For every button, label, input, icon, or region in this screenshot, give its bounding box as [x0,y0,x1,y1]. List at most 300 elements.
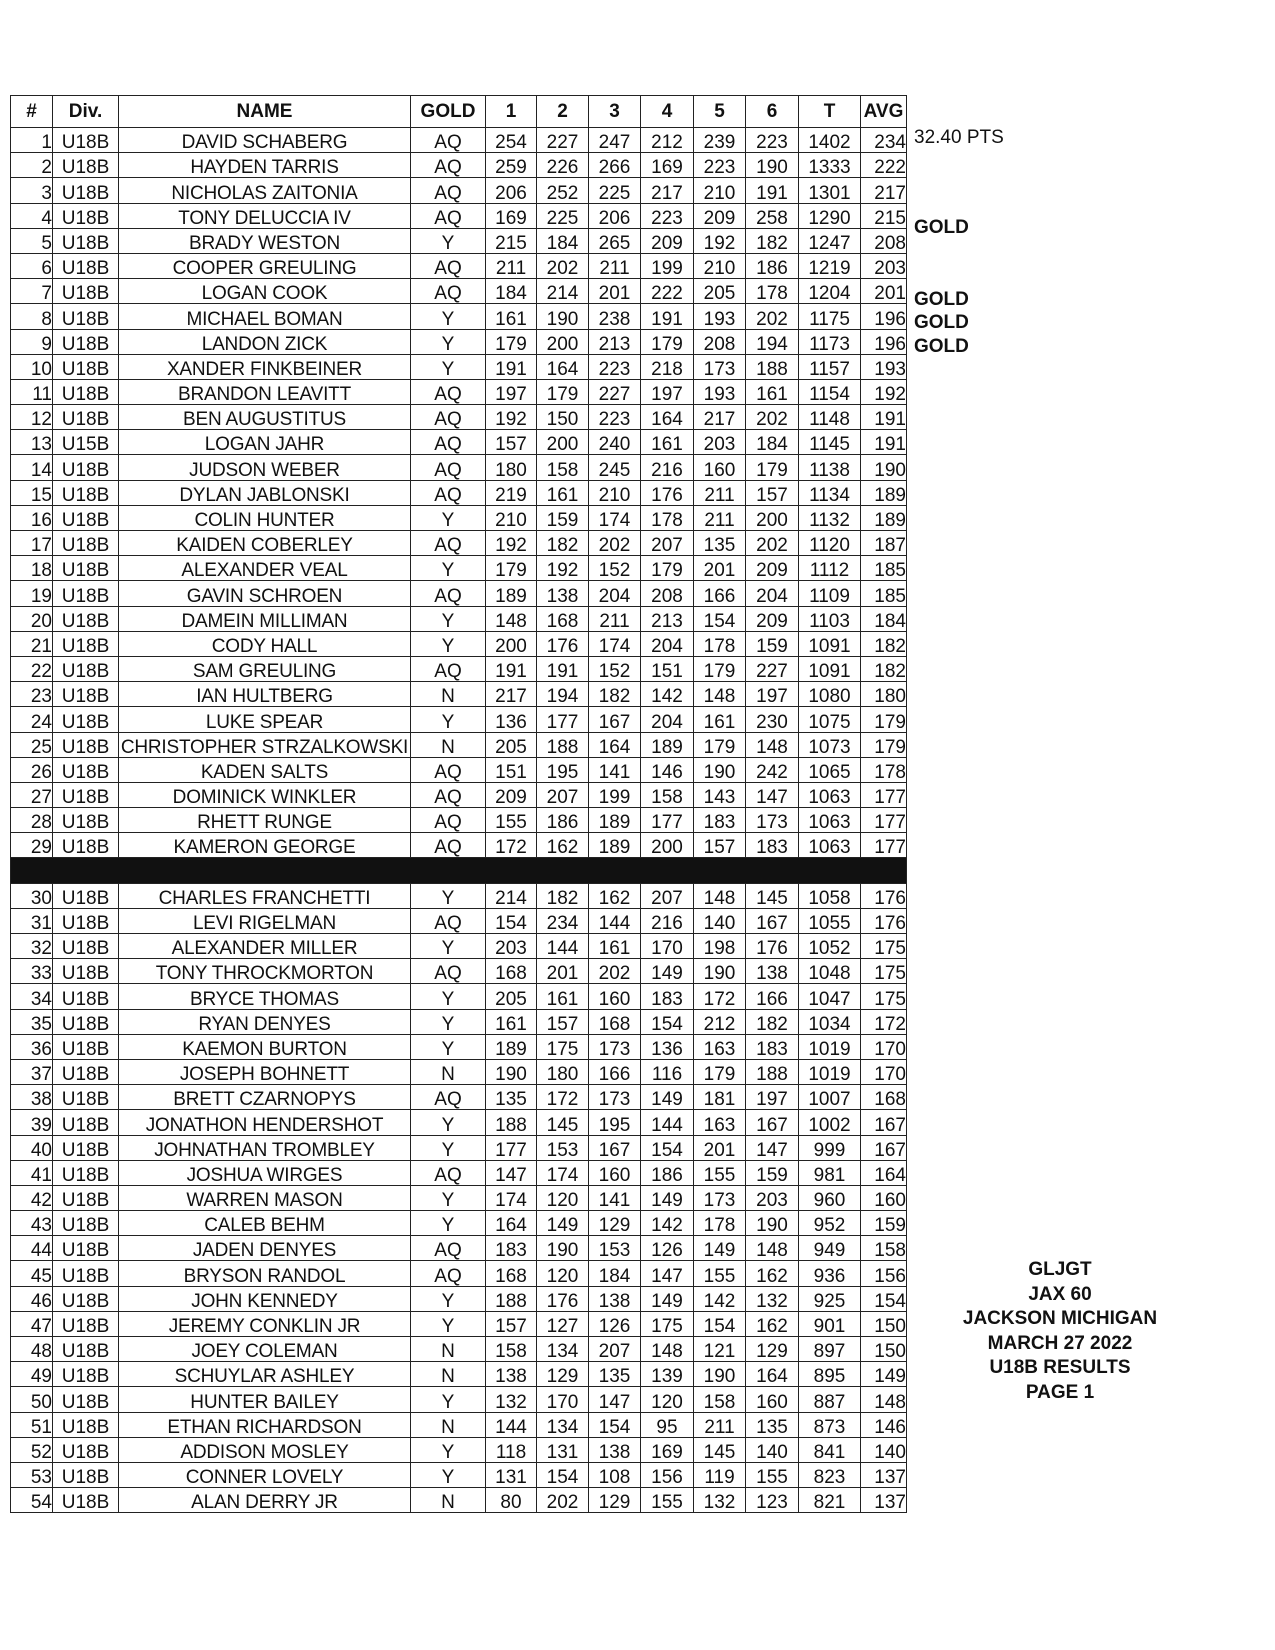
average-cell: 137 [861,1488,907,1513]
game-3-cell: 184 [589,1261,641,1286]
game-2-cell: 252 [537,178,589,203]
game-4-cell: 212 [641,128,694,153]
gold-cell: AQ [411,1261,486,1286]
gold-cell: Y [411,1286,486,1311]
gold-cell: Y [411,1110,486,1135]
name-cell: XANDER FINKBEINER [119,354,411,379]
average-cell: 187 [861,531,907,556]
average-cell: 191 [861,430,907,455]
average-cell: 150 [861,1311,907,1336]
total-cell: 1138 [799,455,861,480]
game-2-cell: 207 [537,782,589,807]
game-4-cell: 149 [641,1286,694,1311]
average-cell: 158 [861,1236,907,1261]
gold-cell: AQ [411,379,486,404]
division-cell: U18B [53,1337,119,1362]
name-cell: BRANDON LEAVITT [119,379,411,404]
division-cell: U18B [53,279,119,304]
name-cell: CALEB BEHM [119,1211,411,1236]
game-4-cell: 176 [641,480,694,505]
average-cell: 164 [861,1160,907,1185]
name-cell: CODY HALL [119,631,411,656]
gold-cell: Y [411,556,486,581]
division-cell: U18B [53,455,119,480]
game-4-cell: 191 [641,304,694,329]
game-4-cell: 197 [641,379,694,404]
game-5-cell: 190 [694,1362,746,1387]
average-cell: 167 [861,1135,907,1160]
game-5-cell: 154 [694,606,746,631]
game-6-cell: 157 [746,480,799,505]
name-cell: COLIN HUNTER [119,505,411,530]
average-cell: 179 [861,707,907,732]
game-5-cell: 223 [694,153,746,178]
division-cell: U18B [53,304,119,329]
gold-cell: N [411,682,486,707]
game-1-cell: 118 [486,1437,537,1462]
table-row [11,1059,907,1084]
table-row [11,1085,907,1110]
game-4-cell: 149 [641,959,694,984]
game-5-cell: 154 [694,1311,746,1336]
game-2-cell: 182 [537,531,589,556]
game-6-cell: 178 [746,279,799,304]
col-division-header: Div. [53,96,119,128]
rank-cell: 4 [11,203,53,228]
game-2-cell: 202 [537,1488,589,1513]
name-cell: DAVID SCHABERG [119,128,411,153]
col-gold-header: GOLD [411,96,486,128]
division-cell: U18B [53,203,119,228]
table-row [11,253,907,278]
col-game-5-header: 5 [694,96,746,128]
rank-cell: 42 [11,1185,53,1210]
rank-cell: 27 [11,782,53,807]
table-row [11,1362,907,1387]
name-cell: ALAN DERRY JR [119,1488,411,1513]
game-3-cell: 174 [589,631,641,656]
game-2-cell: 164 [537,354,589,379]
name-cell: JONATHON HENDERSHOT [119,1110,411,1135]
game-3-cell: 126 [589,1311,641,1336]
game-5-cell: 149 [694,1236,746,1261]
gold-cell: AQ [411,253,486,278]
game-5-cell: 193 [694,379,746,404]
rank-cell: 54 [11,1488,53,1513]
game-1-cell: 183 [486,1236,537,1261]
game-4-cell: 95 [641,1412,694,1437]
table-row [11,1387,907,1412]
game-1-cell: 188 [486,1286,537,1311]
game-3-cell: 199 [589,782,641,807]
division-cell: U18B [53,531,119,556]
game-5-cell: 119 [694,1462,746,1487]
rank-cell: 34 [11,984,53,1009]
gold-cell: Y [411,1009,486,1034]
table-row [11,934,907,959]
name-cell: LUKE SPEAR [119,707,411,732]
total-cell: 1048 [799,959,861,984]
name-cell: IAN HULTBERG [119,682,411,707]
total-cell: 999 [799,1135,861,1160]
division-cell: U18B [53,959,119,984]
average-cell: 159 [861,1211,907,1236]
division-cell: U18B [53,757,119,782]
average-cell: 170 [861,1034,907,1059]
game-1-cell: 174 [486,1185,537,1210]
gold-cell: AQ [411,908,486,933]
game-2-cell: 174 [537,1160,589,1185]
game-4-cell: 189 [641,732,694,757]
division-cell: U18B [53,128,119,153]
average-cell: 156 [861,1261,907,1286]
game-5-cell: 121 [694,1337,746,1362]
average-cell: 217 [861,178,907,203]
game-1-cell: 190 [486,1059,537,1084]
rank-cell: 30 [11,883,53,908]
name-cell: BRYCE THOMAS [119,984,411,1009]
game-1-cell: 191 [486,656,537,681]
total-cell: 952 [799,1211,861,1236]
rank-cell: 18 [11,556,53,581]
average-cell: 177 [861,833,907,858]
game-2-cell: 176 [537,631,589,656]
game-6-cell: 223 [746,128,799,153]
col-average-header: AVG [861,96,907,128]
game-3-cell: 162 [589,883,641,908]
rank-cell: 22 [11,656,53,681]
game-6-cell: 148 [746,1236,799,1261]
game-1-cell: 80 [486,1488,537,1513]
game-4-cell: 209 [641,228,694,253]
game-2-cell: 170 [537,1387,589,1412]
cutline-bar [11,858,907,883]
division-cell: U18B [53,1311,119,1336]
name-cell: BRETT CZARNOPYS [119,1085,411,1110]
gold-cell: AQ [411,581,486,606]
col-name-header: NAME [119,96,411,128]
game-5-cell: 239 [694,128,746,153]
table-row [11,1311,907,1336]
name-cell: TONY DELUCCIA IV [119,203,411,228]
game-5-cell: 157 [694,833,746,858]
total-cell: 887 [799,1387,861,1412]
division-cell: U18B [53,480,119,505]
footer-page: PAGE 1 [1025,1381,1095,1403]
total-cell: 1120 [799,531,861,556]
game-5-cell: 148 [694,883,746,908]
game-4-cell: 154 [641,1135,694,1160]
average-cell: 182 [861,631,907,656]
game-6-cell: 194 [746,329,799,354]
game-3-cell: 160 [589,984,641,1009]
name-cell: LANDON ZICK [119,329,411,354]
game-1-cell: 177 [486,1135,537,1160]
average-cell: 175 [861,984,907,1009]
average-cell: 175 [861,934,907,959]
game-2-cell: 161 [537,984,589,1009]
rank-cell: 19 [11,581,53,606]
game-4-cell: 177 [641,808,694,833]
rank-cell: 7 [11,279,53,304]
game-5-cell: 155 [694,1160,746,1185]
game-1-cell: 157 [486,430,537,455]
game-3-cell: 152 [589,656,641,681]
game-6-cell: 145 [746,883,799,908]
average-cell: 185 [861,581,907,606]
name-cell: DAMEIN MILLIMAN [119,606,411,631]
division-cell: U18B [53,153,119,178]
game-3-cell: 210 [589,480,641,505]
game-4-cell: 169 [641,153,694,178]
rank-cell: 15 [11,480,53,505]
game-1-cell: 151 [486,757,537,782]
total-cell: 1055 [799,908,861,933]
table-row [11,203,907,228]
total-cell: 1109 [799,581,861,606]
name-cell: SAM GREULING [119,656,411,681]
game-2-cell: 134 [537,1412,589,1437]
gold-cell: Y [411,707,486,732]
game-4-cell: 147 [641,1261,694,1286]
game-6-cell: 147 [746,1135,799,1160]
game-4-cell: 179 [641,329,694,354]
rank-cell: 26 [11,757,53,782]
table-row [11,304,907,329]
total-cell: 1091 [799,656,861,681]
table-row [11,1337,907,1362]
game-3-cell: 211 [589,253,641,278]
rank-cell: 36 [11,1034,53,1059]
footer-location: JACKSON MICHIGAN [962,1308,1158,1329]
game-3-cell: 167 [589,1135,641,1160]
total-cell: 1065 [799,757,861,782]
game-2-cell: 225 [537,203,589,228]
gold-cell: N [411,1337,486,1362]
name-cell: JOHN KENNEDY [119,1286,411,1311]
game-3-cell: 138 [589,1286,641,1311]
rank-cell: 12 [11,405,53,430]
game-1-cell: 164 [486,1211,537,1236]
name-cell: JOSEPH BOHNETT [119,1059,411,1084]
game-3-cell: 189 [589,808,641,833]
game-2-cell: 131 [537,1437,589,1462]
game-2-cell: 202 [537,253,589,278]
rank-cell: 52 [11,1437,53,1462]
game-3-cell: 213 [589,329,641,354]
game-2-cell: 191 [537,656,589,681]
total-cell: 1157 [799,354,861,379]
game-5-cell: 178 [694,1211,746,1236]
total-cell: 897 [799,1337,861,1362]
game-1-cell: 136 [486,707,537,732]
rank-cell: 16 [11,505,53,530]
name-cell: ALEXANDER MILLER [119,934,411,959]
game-6-cell: 161 [746,379,799,404]
game-1-cell: 168 [486,959,537,984]
gold-cell: AQ [411,128,486,153]
game-2-cell: 190 [537,304,589,329]
table-row [11,556,907,581]
game-4-cell: 218 [641,354,694,379]
game-2-cell: 162 [537,833,589,858]
average-cell: 149 [861,1362,907,1387]
game-3-cell: 225 [589,178,641,203]
game-6-cell: 197 [746,1085,799,1110]
game-6-cell: 209 [746,606,799,631]
total-cell: 1145 [799,430,861,455]
gold-cell: N [411,1488,486,1513]
game-2-cell: 145 [537,1110,589,1135]
gold-cell: AQ [411,531,486,556]
game-5-cell: 135 [694,531,746,556]
game-3-cell: 168 [589,1009,641,1034]
game-2-cell: 200 [537,329,589,354]
total-cell: 823 [799,1462,861,1487]
game-6-cell: 230 [746,707,799,732]
average-cell: 208 [861,228,907,253]
game-4-cell: 175 [641,1311,694,1336]
game-3-cell: 201 [589,279,641,304]
division-cell: U18B [53,253,119,278]
game-3-cell: 223 [589,405,641,430]
game-5-cell: 210 [694,178,746,203]
game-6-cell: 173 [746,808,799,833]
game-4-cell: 223 [641,203,694,228]
table-row [11,128,907,153]
game-5-cell: 161 [694,707,746,732]
game-6-cell: 132 [746,1286,799,1311]
gold-cell: Y [411,1135,486,1160]
game-6-cell: 164 [746,1362,799,1387]
name-cell: BRYSON RANDOL [119,1261,411,1286]
game-5-cell: 212 [694,1009,746,1034]
game-2-cell: 134 [537,1337,589,1362]
game-6-cell: 155 [746,1462,799,1487]
game-1-cell: 155 [486,808,537,833]
total-cell: 1132 [799,505,861,530]
game-6-cell: 190 [746,153,799,178]
game-6-cell: 202 [746,304,799,329]
game-5-cell: 179 [694,1059,746,1084]
game-1-cell: 169 [486,203,537,228]
game-3-cell: 164 [589,732,641,757]
total-cell: 1091 [799,631,861,656]
average-cell: 201 [861,279,907,304]
rank-cell: 51 [11,1412,53,1437]
total-cell: 1148 [799,405,861,430]
name-cell: BRADY WESTON [119,228,411,253]
table-row [11,329,907,354]
footer-date: MARCH 27 2022 [987,1332,1133,1354]
game-1-cell: 188 [486,1110,537,1135]
cutline-divider [11,858,907,883]
rank-cell: 6 [11,253,53,278]
game-3-cell: 202 [589,531,641,556]
name-cell: ETHAN RICHARDSON [119,1412,411,1437]
gold-cell: AQ [411,153,486,178]
gold-cell: Y [411,631,486,656]
game-1-cell: 180 [486,455,537,480]
rank-cell: 11 [11,379,53,404]
division-cell: U18B [53,1261,119,1286]
total-cell: 1007 [799,1085,861,1110]
game-5-cell: 163 [694,1034,746,1059]
table-row [11,732,907,757]
table-row [11,707,907,732]
game-4-cell: 149 [641,1085,694,1110]
total-cell: 1047 [799,984,861,1009]
game-2-cell: 150 [537,405,589,430]
rank-cell: 43 [11,1211,53,1236]
gold-cell: Y [411,1437,486,1462]
total-cell: 1290 [799,203,861,228]
average-cell: 168 [861,1085,907,1110]
table-row [11,480,907,505]
division-cell: U18B [53,883,119,908]
division-cell: U18B [53,1488,119,1513]
gold-cell: Y [411,329,486,354]
total-cell: 1034 [799,1009,861,1034]
game-3-cell: 138 [589,1437,641,1462]
division-cell: U18B [53,1211,119,1236]
gold-cell: Y [411,304,486,329]
rank-cell: 47 [11,1311,53,1336]
table-row [11,808,907,833]
rank-cell: 1 [11,128,53,153]
division-cell: U18B [53,405,119,430]
rank-cell: 25 [11,732,53,757]
gold-cell: AQ [411,203,486,228]
game-3-cell: 204 [589,581,641,606]
average-cell: 189 [861,480,907,505]
gold-cell: Y [411,1034,486,1059]
game-3-cell: 108 [589,1462,641,1487]
game-5-cell: 217 [694,405,746,430]
table-row [11,606,907,631]
total-cell: 1219 [799,253,861,278]
gold-cell: AQ [411,430,486,455]
division-cell: U18B [53,1236,119,1261]
average-cell: 192 [861,379,907,404]
table-row [11,505,907,530]
game-3-cell: 129 [589,1211,641,1236]
table-header [11,96,907,128]
total-cell: 1301 [799,178,861,203]
rank-cell: 49 [11,1362,53,1387]
game-2-cell: 186 [537,808,589,833]
average-cell: 160 [861,1185,907,1210]
game-3-cell: 227 [589,379,641,404]
game-2-cell: 176 [537,1286,589,1311]
average-cell: 178 [861,757,907,782]
game-4-cell: 139 [641,1362,694,1387]
table-row [11,908,907,933]
game-2-cell: 172 [537,1085,589,1110]
game-6-cell: 129 [746,1337,799,1362]
game-1-cell: 200 [486,631,537,656]
game-4-cell: 148 [641,1337,694,1362]
average-cell: 222 [861,153,907,178]
game-1-cell: 157 [486,1311,537,1336]
game-4-cell: 213 [641,606,694,631]
rank-cell: 14 [11,455,53,480]
game-6-cell: 209 [746,556,799,581]
game-6-cell: 123 [746,1488,799,1513]
col-rank-header: # [11,96,53,128]
game-1-cell: 184 [486,279,537,304]
table-row [11,682,907,707]
